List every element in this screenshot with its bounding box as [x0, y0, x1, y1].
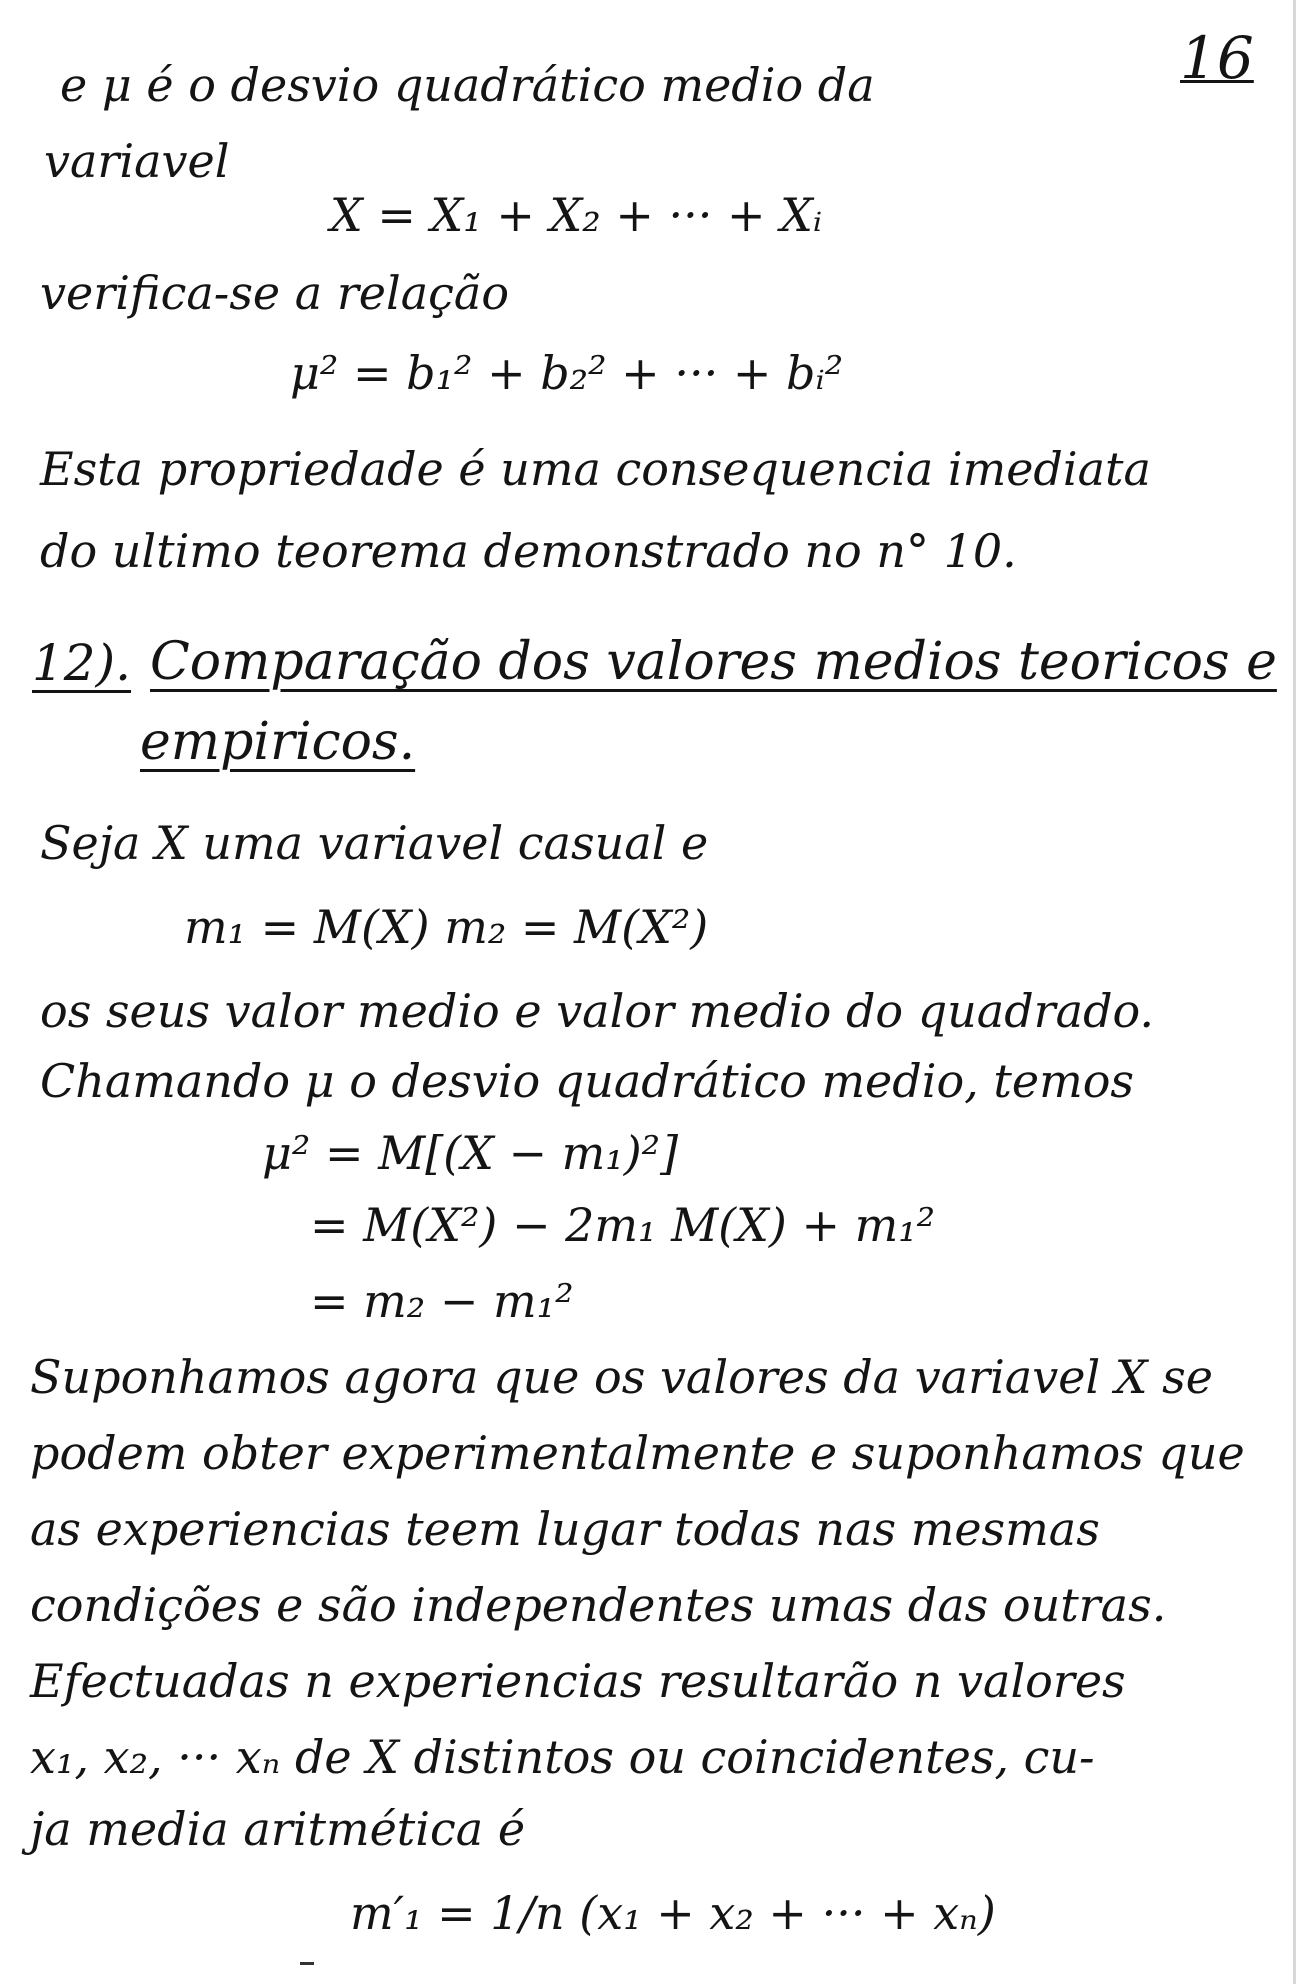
- section-title-line-1: Comparação dos valores medios teoricos e: [150, 632, 1277, 692]
- body-line-1: Seja X uma variavel casual e: [40, 816, 709, 870]
- body-line-5: podem obter experimentalmente e suponhamos que: [30, 1426, 1245, 1480]
- page-number: 16: [1180, 24, 1254, 92]
- formula-empirical-mean: m′₁ = 1/n (x₁ + x₂ + ··· + xₙ): [350, 1886, 996, 1940]
- body-line-4: Suponhamos agora que os valores da variavel X se: [30, 1350, 1213, 1404]
- body-line-3: Chamando μ o desvio quadrático medio, temos: [40, 1054, 1135, 1108]
- formula-variance-3: = m₂ − m₁²: [310, 1274, 574, 1328]
- text-line-3: verifica-se a relação: [40, 266, 510, 320]
- formula-variance-2: = M(X²) − 2m₁ M(X) + m₁²: [310, 1198, 936, 1252]
- text-line-1: e μ é o desvio quadrático medio da: [60, 58, 875, 112]
- body-line-9: x₁, x₂, ··· xₙ de X distintos ou coincidentes, cu-: [30, 1730, 1095, 1784]
- formula-variance-1: μ² = M[(X − m₁)²]: [262, 1126, 679, 1180]
- formula-mu-squared: μ² = b₁² + b₂² + ··· + bᵢ²: [290, 346, 844, 400]
- body-line-6: as experiencias teem lugar todas nas mesmas: [30, 1502, 1100, 1556]
- text-line-5: do ultimo teorema demonstrado no n° 10.: [40, 524, 1017, 578]
- body-line-2: os seus valor medio e valor medio do quadrado.: [40, 984, 1155, 1038]
- text-line-2: variavel: [44, 134, 230, 188]
- body-line-10: ja media aritmética é: [30, 1802, 526, 1856]
- scan-mark: [300, 1962, 314, 1965]
- body-line-8: Efectuadas n experiencias resultarão n valores: [30, 1654, 1126, 1708]
- text-line-4: Esta propriedade é uma consequencia imediata: [40, 442, 1151, 496]
- body-line-7: condições e são independentes umas das outras.: [30, 1578, 1167, 1632]
- formula-m1-m2: m₁ = M(X) m₂ = M(X²): [184, 900, 709, 954]
- section-number: 12).: [32, 634, 132, 692]
- formula-sum-x: X = X₁ + X₂ + ··· + Xᵢ: [330, 188, 823, 242]
- section-title-line-2: empiricos.: [140, 712, 416, 772]
